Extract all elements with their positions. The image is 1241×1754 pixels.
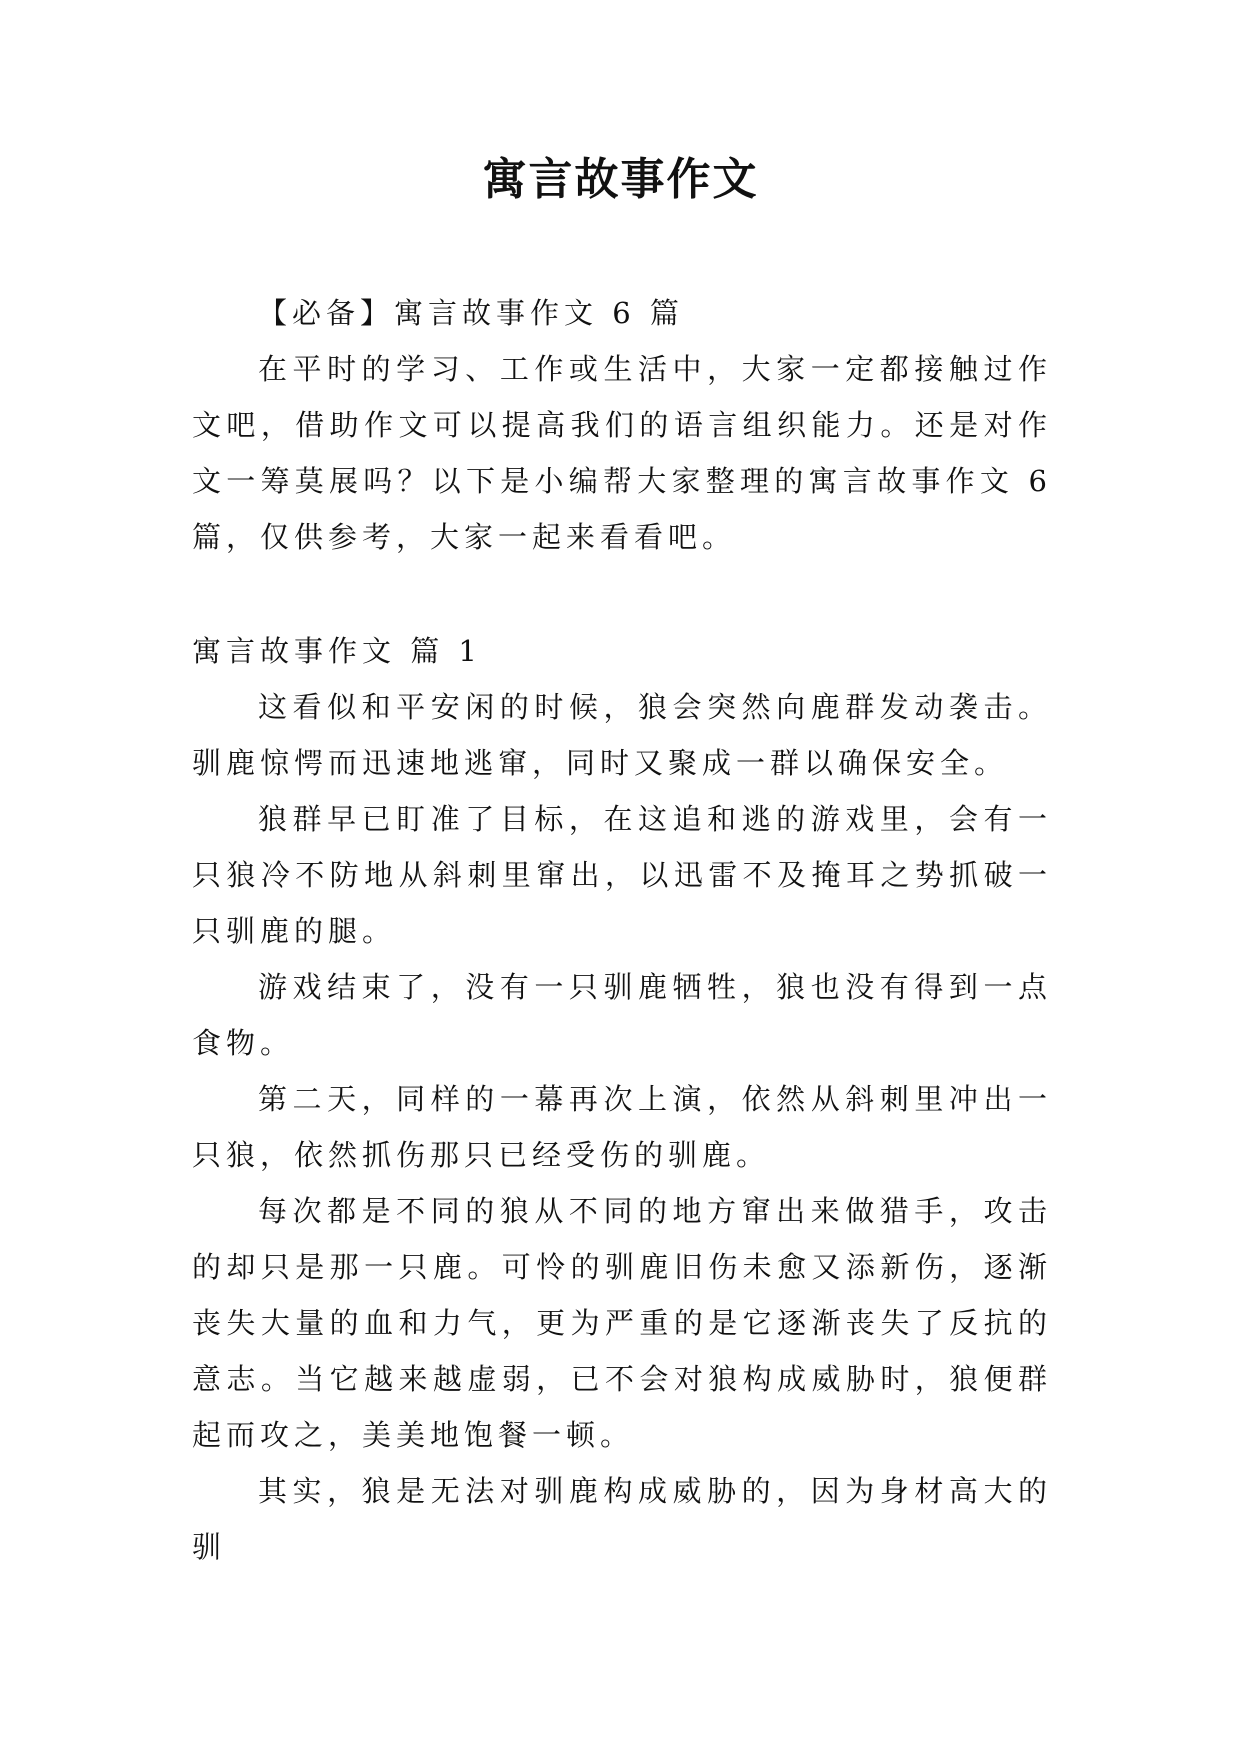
intro-paragraph: 在平时的学习、工作或生活中，大家一定都接触过作文吧，借助作文可以提高我们的语言组织能力。还是对作文一筹莫展吗？以下是小编帮大家整理的寓言故事作文 6 篇，仅供参考，大家一起来看看吧。 xyxy=(192,352,1052,554)
story-paragraph: 其实，狼是无法对驯鹿构成威胁的，因为身材高大的驯 xyxy=(192,1474,1052,1564)
story-paragraph: 狼群早已盯准了目标，在这追和逃的游戏里，会有一只狼冷不防地从斜刺里窜出，以迅雷不及掩耳之势抓破一只驯鹿的腿。 xyxy=(192,802,1052,948)
story-paragraph: 每次都是不同的狼从不同的地方窜出来做猎手，攻击的却只是那一只鹿。可怜的驯鹿旧伤未愈又添新伤，逐渐丧失大量的血和力气，更为严重的是它逐渐丧失了反抗的意志。当它越来越虚弱，已不会对狼构成威胁时，狼便群起而攻之，美美地饱餐一顿。 xyxy=(192,1194,1052,1452)
story-paragraph: 第二天，同样的一幕再次上演，依然从斜刺里冲出一只狼，依然抓伤那只已经受伤的驯鹿。 xyxy=(192,1082,1052,1172)
document-title: 寓言故事作文 xyxy=(482,154,759,205)
story-paragraph: 这看似和平安闲的时候，狼会突然向鹿群发动袭击。驯鹿惊愕而迅速地逃窜，同时又聚成一群以确保安全。 xyxy=(192,690,1052,780)
intro-label: 【必备】寓言故事作文 6 篇 xyxy=(258,296,684,330)
document-body xyxy=(192,285,1052,1575)
section-heading: 寓言故事作文 篇 1 xyxy=(192,634,482,668)
story-paragraph: 游戏结束了，没有一只驯鹿牺牲，狼也没有得到一点食物。 xyxy=(192,970,1052,1060)
